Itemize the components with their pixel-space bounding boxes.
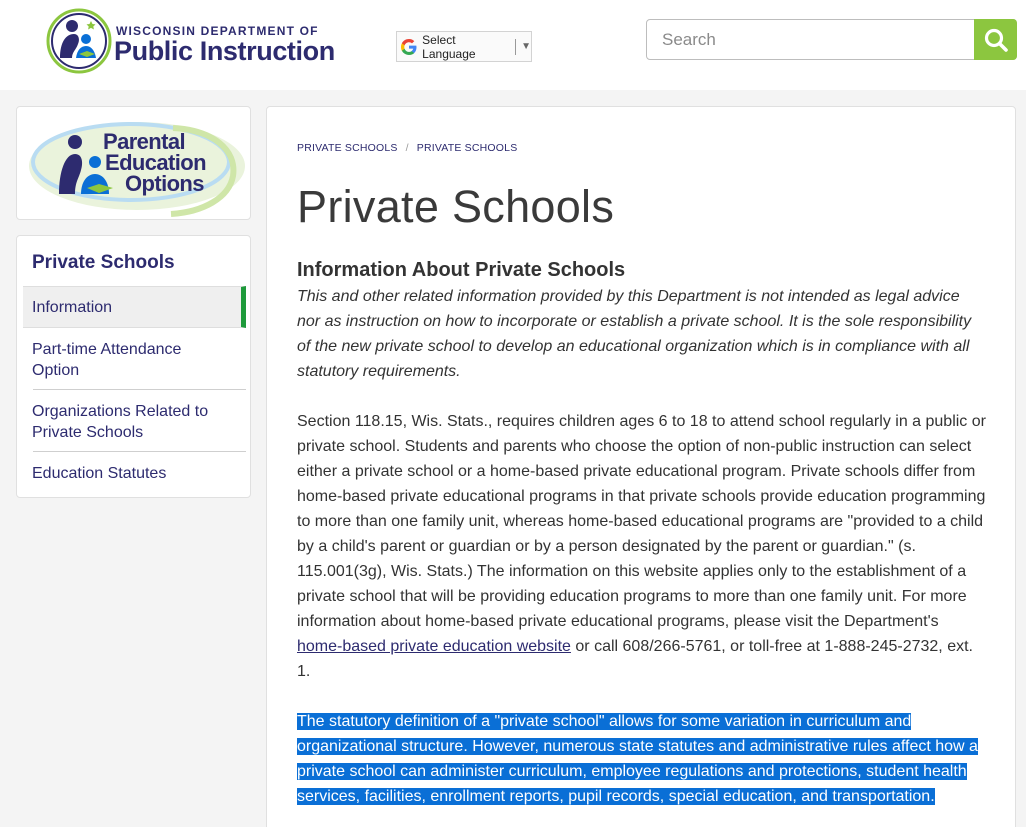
- logo-department-text: WISCONSIN DEPARTMENT OF: [116, 24, 319, 38]
- sidenav-title[interactable]: Private Schools: [32, 252, 175, 273]
- paragraph-text: Section 118.15, Wis. Stats., requires children ages 6 to 18 to attend school regularly in a public or private school. Students and parents who choose the option of non-public instruction can select either a private school or a home-based private educational program. Private schools differ from home-based private educational programs in that private schools provide education programming to more than one family unit, whereas home-based educational programs are "provided to a child by a child's parent or guardian or by a person designated by the parent or guardian." (s. 115.001(3g), Wis. Stats.) The information on this website applies only to the establishment of a private school that will be providing education programs to more than one family unit. For more information about home-based private educational programs, please visit the Department's: [297, 413, 986, 630]
- dpi-logo[interactable]: [46, 8, 336, 74]
- promo-line-3: Options: [125, 171, 204, 196]
- breadcrumb-separator: /: [405, 142, 409, 154]
- search-button[interactable]: [974, 19, 1017, 60]
- sidebar-item-organizations[interactable]: [23, 399, 246, 445]
- google-g-icon: [400, 38, 417, 56]
- search-box: [646, 19, 1017, 60]
- breadcrumb-item[interactable]: PRIVATE SCHOOLS: [416, 142, 518, 154]
- body-paragraph: [297, 409, 987, 684]
- sidebar-item-label: Education Statutes: [32, 464, 167, 482]
- page-title: Private Schools: [297, 181, 615, 232]
- language-divider: [515, 39, 516, 55]
- selected-text[interactable]: The statutory definition of a "private school" allows for some variation in curriculum and organizational structure. However, numerous state statutes and administrative rules affect how a private school can administer curriculum, employee regulations and protections, student health services, facilities, enrollment reports, pupil records, special education, and transportation.: [297, 713, 978, 805]
- site-header: [0, 0, 1026, 90]
- promo-line-2: Education: [105, 150, 206, 175]
- promo-title: [103, 131, 206, 194]
- sidebar-divider: [33, 451, 246, 452]
- breadcrumb-item[interactable]: PRIVATE SCHOOLS: [297, 142, 398, 154]
- disclaimer-paragraph: This and other related information provided by this Department is not intended as legal advice nor as instruction on how to incorporate or establish a private school. It is the sole responsibility of the new private school to develop an educational organization which is in compliance with all statutory requirements.: [297, 288, 972, 380]
- sidebar-item-information[interactable]: [23, 286, 246, 328]
- dpi-logo-icon: [46, 8, 112, 74]
- search-input[interactable]: [647, 20, 975, 59]
- logo-title-text: Public Instruction: [114, 36, 335, 66]
- main-content: [266, 106, 1016, 827]
- search-icon: [983, 27, 1009, 53]
- paragraph-text: or call 608/266-5761, or toll-free at 1-888-245-2732, ext. 1.: [297, 638, 973, 680]
- parental-education-options-banner[interactable]: [16, 106, 251, 220]
- side-navigation: [16, 235, 251, 498]
- sidebar-item-label: Information: [32, 298, 113, 316]
- language-select[interactable]: [396, 31, 532, 62]
- sidebar-item-label: Organizations Related to Private Schools: [32, 403, 209, 441]
- highlighted-paragraph: [297, 709, 987, 809]
- caret-down-icon: ▼: [521, 41, 531, 52]
- sidebar-item-label: Part-time Attendance Option: [32, 341, 182, 379]
- home-based-education-link[interactable]: home-based private education website: [297, 638, 571, 655]
- sidebar-item-education-statutes[interactable]: [23, 461, 246, 485]
- sidebar-item-part-time-attendance[interactable]: [23, 337, 246, 383]
- promo-line-1: Parental: [103, 129, 186, 154]
- section-heading: Information About Private Schools: [297, 259, 626, 281]
- language-label: Select Language: [422, 32, 476, 61]
- sidebar-divider: [33, 389, 246, 390]
- breadcrumb: [297, 142, 517, 154]
